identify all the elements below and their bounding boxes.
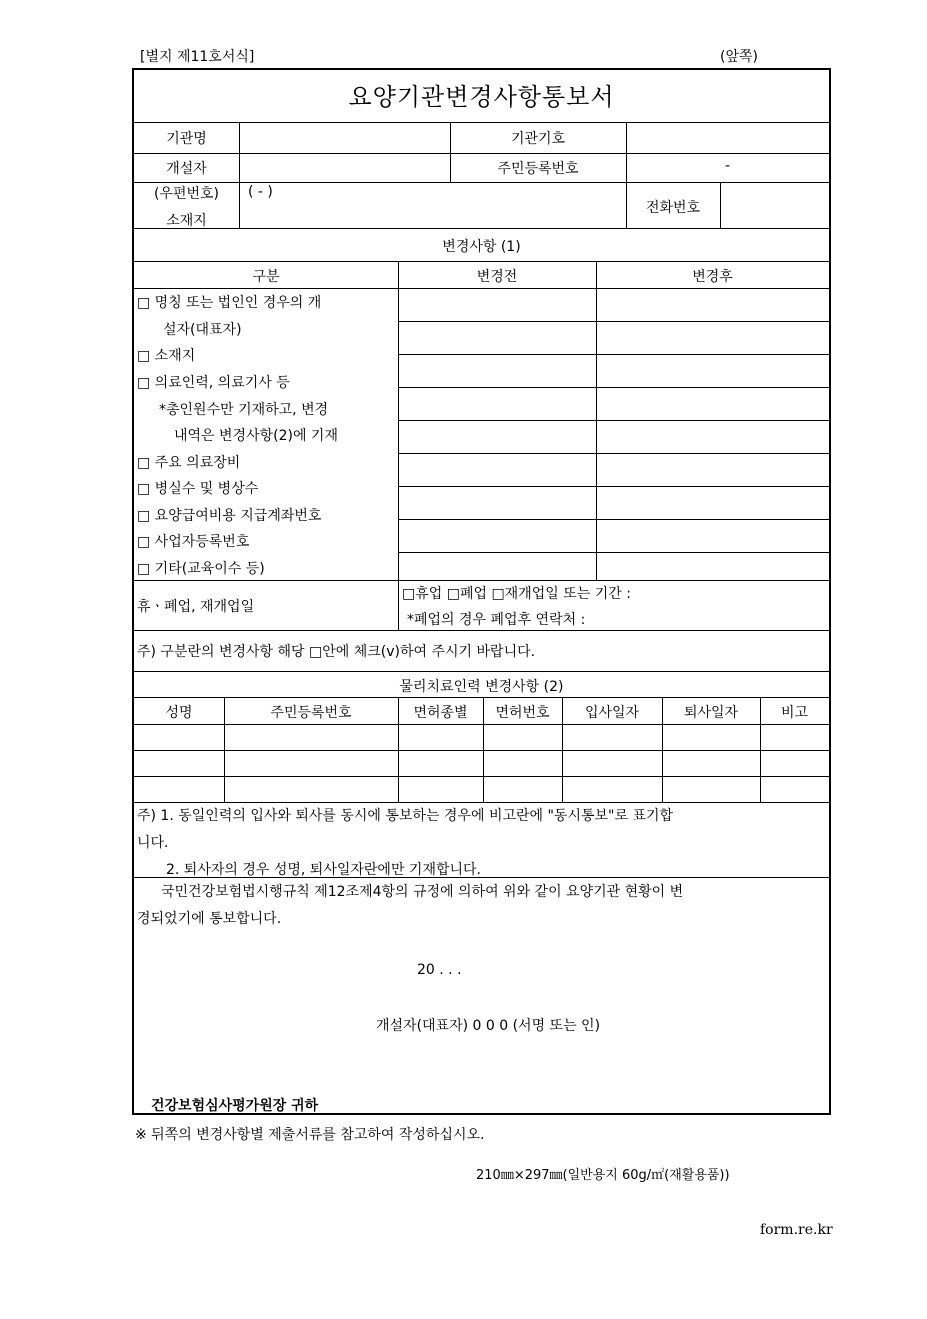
resident-number-field[interactable]: - <box>724 158 731 174</box>
declaration-text: 국민건강보험법시행규칙 제12조제4항의 규정에 의하여 위와 같이 요양기관 현황이 변 <box>161 884 684 900</box>
checkbox-other-change[interactable]: □ 기타(교육이수 등) <box>137 561 265 577</box>
list-item: 내역은 변경사항(2)에 기재 <box>174 428 338 444</box>
closure-options[interactable]: □휴업 □폐업 □재개업일 또는 기간 : <box>402 586 631 602</box>
institution-name-label: 기관명 <box>166 131 207 147</box>
checkbox-name-change[interactable]: □ 명칭 또는 법인인 경우의 개 <box>137 295 322 311</box>
date-field[interactable]: 20 . . . <box>417 962 462 978</box>
institution-code-field[interactable] <box>628 124 828 152</box>
address-field[interactable] <box>241 205 625 227</box>
after-column-header: 변경후 <box>692 269 733 285</box>
license-number-column-header: 면허번호 <box>495 705 550 721</box>
changes2-note-2: 2. 퇴사자의 경우 성명, 퇴사일자란에만 기재합니다. <box>166 862 481 878</box>
list-item: 설자(대표자) <box>163 322 242 338</box>
changes2-note-1-cont: 니다. <box>137 835 169 851</box>
checkbox-business-number-change[interactable]: □ 사업자등록번호 <box>137 534 250 550</box>
hire-date-column-header: 입사일자 <box>584 705 640 721</box>
phone-label: 전화번호 <box>645 200 701 216</box>
resident-number-column-header: 주민등록번호 <box>270 705 352 721</box>
changes1-note: 주) 구분란의 변경사항 해당 □안에 체크(v)하여 주시기 바랍니다. <box>137 644 536 660</box>
before-column-header: 변경전 <box>476 269 518 285</box>
form-title: 요양기관변경사항통보서 <box>348 83 615 111</box>
form-number: [별지 제11호서식] <box>140 49 255 65</box>
paper-spec: 210㎜×297㎜(일반용지 60g/㎡(재활용품)) <box>476 1168 730 1183</box>
closure-contact: *폐업의 경우 폐업후 연락처 : <box>407 612 586 628</box>
resident-number-label: 주민등록번호 <box>497 161 579 177</box>
license-type-column-header: 면허종별 <box>413 705 468 721</box>
recipient: 건강보험심사평가원장 귀하 <box>151 1098 319 1114</box>
site-watermark: form.re.kr <box>760 1222 833 1238</box>
changes2-heading: 물리치료인력 변경사항 (2) <box>399 679 564 695</box>
founder-field[interactable] <box>241 155 449 181</box>
declaration-text-cont: 경되었기에 통보합니다. <box>137 911 282 927</box>
address-label: 소재지 <box>166 213 207 229</box>
list-item: *총인원수만 기재하고, 변경 <box>159 402 329 418</box>
name-column-header: 성명 <box>165 705 193 721</box>
founder-label: 개설자 <box>166 161 207 177</box>
remarks-column-header: 비고 <box>780 705 809 721</box>
category-column-header: 구분 <box>252 269 280 285</box>
checkbox-medical-staff-change[interactable]: □ 의료인력, 의료기사 등 <box>137 375 290 391</box>
institution-name-field[interactable] <box>241 124 449 152</box>
postal-code-label: (우편번호) <box>153 186 220 202</box>
phone-field[interactable] <box>722 184 828 227</box>
page-side-label: (앞쪽) <box>720 49 758 65</box>
checkbox-beds-change[interactable]: □ 병실수 및 병상수 <box>137 481 259 497</box>
checkbox-equipment-change[interactable]: □ 주요 의료장비 <box>137 455 241 471</box>
leave-date-column-header: 퇴사일자 <box>683 705 739 721</box>
footer-note: ※ 뒤쪽의 변경사항별 제출서류를 참고하여 작성하십시오. <box>135 1127 485 1143</box>
closure-label: 휴ㆍ폐업, 재개업일 <box>137 599 255 615</box>
changes2-note-1: 주) 1. 동일인력의 입사와 퇴사를 동시에 통보하는 경우에 비고란에 "동시통보"로 표기합 <box>137 808 674 824</box>
notification-form <box>132 68 831 1115</box>
checkbox-account-change[interactable]: □ 요양급여비용 지급계좌번호 <box>137 508 322 524</box>
changes1-heading: 변경사항 (1) <box>442 239 521 255</box>
signature-line[interactable]: 개설자(대표자) 0 0 0 (서명 또는 인) <box>376 1018 601 1034</box>
institution-code-label: 기관기호 <box>510 131 566 147</box>
checkbox-address-change[interactable]: □ 소재지 <box>137 348 196 364</box>
postal-code-field[interactable]: ( - ) <box>248 184 273 200</box>
